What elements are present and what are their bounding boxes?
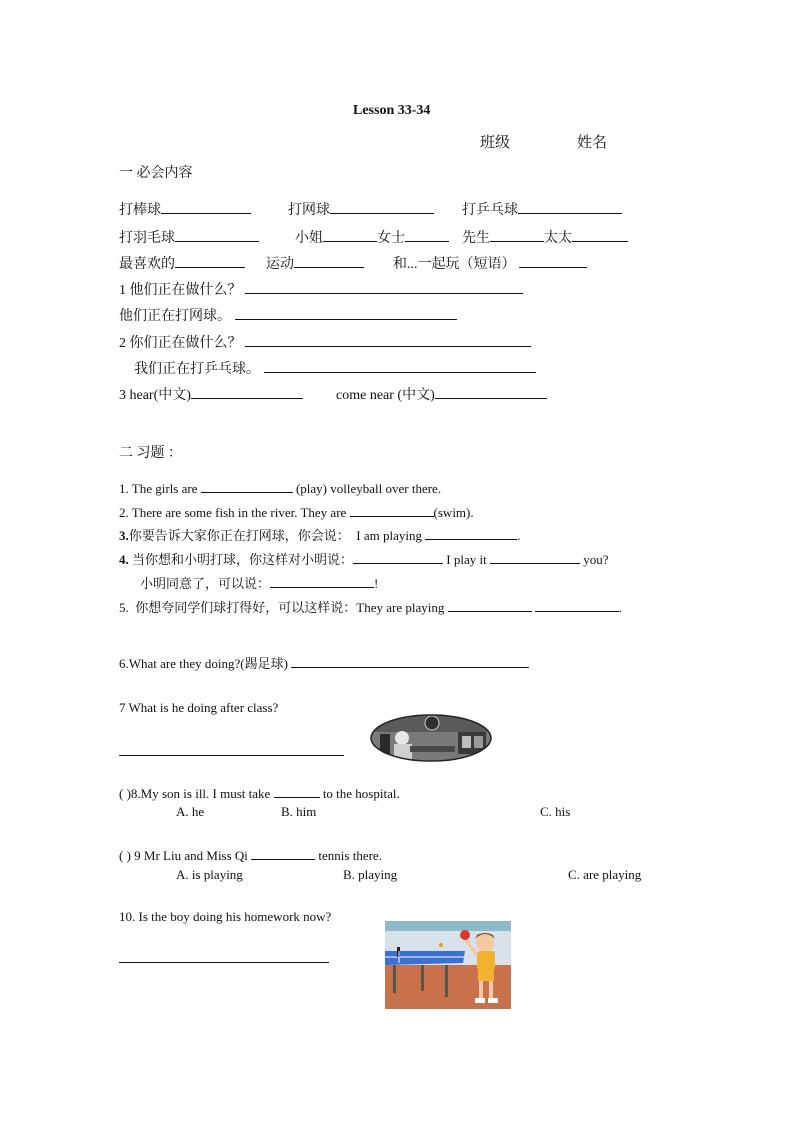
answer-blank[interactable] [490, 228, 544, 242]
question-2a: 2 你们正在做什么？ [119, 333, 531, 352]
answer-blank[interactable] [291, 654, 529, 668]
answer-blank[interactable] [535, 598, 619, 612]
exercise-8: ( )8.My son is ill. I must take to the hospital. [119, 786, 400, 801]
answer-blank[interactable] [245, 333, 531, 347]
answer-blank[interactable] [435, 385, 547, 399]
table-tennis-image [385, 921, 511, 1009]
option-9b[interactable]: B. playing [343, 867, 398, 882]
option-8a[interactable]: A. he [176, 804, 205, 819]
answer-blank[interactable] [353, 550, 443, 564]
vocab-play-with: 和...一起玩（短语） [393, 254, 587, 273]
class-label: 班级 [480, 135, 511, 151]
vocab-mr: 先生 太太 [462, 228, 628, 247]
answer-blank[interactable] [270, 574, 374, 588]
answer-blank[interactable] [201, 479, 293, 493]
answer-blank[interactable] [175, 228, 259, 242]
answer-blank[interactable] [405, 228, 449, 242]
answer-blank[interactable] [425, 526, 517, 540]
answer-blank[interactable] [323, 228, 377, 242]
vocab-miss: 小姐 女士 [295, 228, 449, 247]
boy-at-desk-image [370, 714, 492, 762]
answer-blank[interactable] [330, 200, 434, 214]
answer-blank[interactable] [490, 550, 580, 564]
vocab-tennis: 打网球 [288, 200, 434, 219]
answer-blank[interactable] [175, 254, 245, 268]
exercise-10: 10. Is the boy doing his homework now? [119, 909, 332, 924]
section1-heading: 一 必会内容 [119, 166, 193, 181]
answer-blank[interactable] [264, 359, 536, 373]
exercise-6: 6.What are they doing?(踢足球) [119, 654, 529, 672]
answer-blank[interactable] [572, 228, 628, 242]
answer-line[interactable] [119, 755, 344, 756]
answer-blank[interactable] [518, 200, 622, 214]
section2-heading: 二 习题 ： [119, 446, 182, 461]
name-label: 姓名 [577, 135, 608, 151]
option-8c[interactable]: C. his [540, 804, 571, 819]
answer-blank[interactable] [448, 598, 532, 612]
answer-blank[interactable] [235, 306, 457, 320]
page-title: Lesson 33-34 [353, 103, 431, 118]
exercise-4b: 小明同意了，可以说： ! [140, 576, 379, 591]
vocab-baseball: 打棒球 [119, 200, 251, 219]
answer-blank[interactable] [274, 784, 320, 798]
exercise-5: 5. 你想夸同学们球打得好，可以这样说：They are playing . [119, 600, 623, 615]
vocab-favourite: 最喜欢的 [119, 254, 245, 273]
option-9a[interactable]: A. is playing [176, 867, 243, 882]
question-3a: 3 hear(中文) [119, 385, 303, 404]
option-9c[interactable]: C. are playing [568, 867, 642, 882]
question-3b: come near (中文) [336, 385, 547, 404]
exercise-9: ( ) 9 Mr Liu and Miss Qi tennis there. [119, 848, 382, 863]
exercise-4: 4. 当你想和小明打球，你这样对小明说： I play it you? [119, 552, 609, 567]
exercise-1: 1. The girls are (play) volleyball over there. [119, 481, 442, 496]
exercise-7: 7 What is he doing after class? [119, 700, 279, 715]
answer-blank[interactable] [161, 200, 251, 214]
vocab-sport: 运动 [266, 254, 364, 273]
answer-blank[interactable] [251, 846, 315, 860]
question-1b: 他们正在打网球。 [119, 306, 457, 325]
answer-blank[interactable] [191, 385, 303, 399]
answer-blank[interactable] [519, 254, 587, 268]
answer-blank[interactable] [245, 280, 523, 294]
answer-blank[interactable] [350, 503, 434, 517]
question-2b: 我们正在打乒乓球。 [134, 359, 536, 378]
vocab-badminton: 打羽毛球 [119, 228, 259, 247]
question-1a: 1 他们正在做什么？ [119, 280, 523, 299]
answer-blank[interactable] [294, 254, 364, 268]
exercise-3: 3.你要告诉大家你正在打网球，你会说： I am playing . [119, 528, 521, 543]
exercise-2: 2. There are some fish in the river. They are (swim). [119, 505, 474, 520]
option-8b[interactable]: B. him [281, 804, 317, 819]
vocab-pingpong: 打乒乓球 [462, 200, 622, 219]
answer-line[interactable] [119, 962, 329, 963]
